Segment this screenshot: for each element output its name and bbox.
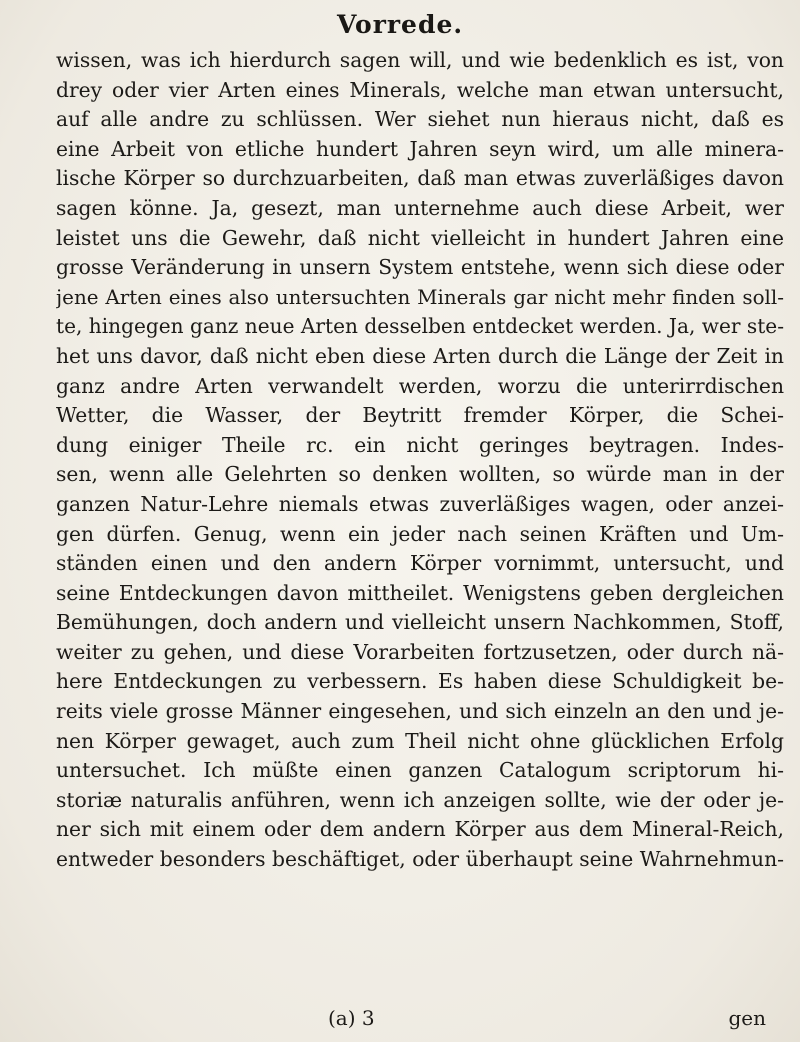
text-line: grosse Veränderung in unsern System entstehe, wenn sich diese oder [56, 255, 784, 280]
text-line: eine Arbeit von etliche hundert Jahren seyn wird, um alle minera- [56, 136, 784, 161]
text-line: ner sich mit einem oder dem andern Körper aus dem Mineral-Reich, [56, 817, 784, 842]
text-line: wissen, was ich hierdurch sagen will, und wie bedenklich es ist, von [56, 48, 784, 72]
text-line: te, hingegen ganz neue Arten desselben entdecket werden. Ja, wer ste- [56, 314, 784, 339]
text-line: reits viele grosse Männer eingesehen, und sich einzeln an den und je- [56, 699, 784, 724]
text-line: sen, wenn alle Gelehrten so denken wollten, so würde man in der [56, 462, 784, 487]
text-line: weiter zu gehen, und diese Vorarbeiten fortzusetzen, oder durch nä- [56, 639, 784, 664]
text-line: entweder besonders beschäftiget, oder überhaupt seine Wahrnehmun- [56, 847, 784, 872]
text-line: here Entdeckungen zu verbessern. Es haben diese Schuldigkeit be- [56, 669, 784, 694]
text-line: seine Entdeckungen davon mittheilet. Wenigstens geben dergleichen [56, 580, 784, 605]
text-line: ständen einen und den andern Körper vornimmt, untersucht, und [56, 551, 784, 576]
text-line: Wetter, die Wasser, der Beytritt fremder Körper, die Schei- [56, 403, 784, 428]
text-line: lische Körper so durchzuarbeiten, daß man etwas zuverläßiges davon [56, 166, 784, 191]
text-line: sagen könne. Ja, gesezt, man unternehme auch diese Arbeit, wer [56, 195, 784, 220]
text-line: gen dürfen. Genug, wenn ein jeder nach seinen Kräften und Um- [56, 521, 784, 546]
body-text [56, 46, 784, 875]
text-line: Bemühungen, doch andern und vielleicht unsern Nachkommen, Stoff, [56, 610, 784, 635]
text-line: auf alle andre zu schlüssen. Wer siehet nun hieraus nicht, daß es [56, 107, 784, 132]
text-line: storiæ naturalis anführen, wenn ich anzeigen sollte, wie der oder je- [56, 787, 784, 812]
text-line: drey oder vier Arten eines Minerals, welche man etwan untersucht, [56, 77, 784, 102]
text-line: untersuchet. Ich müßte einen ganzen Catalogum scriptorum hi- [56, 758, 784, 783]
text-line: leistet uns die Gewehr, daß nicht vielleicht in hundert Jahren eine [56, 225, 784, 250]
signature-mark: (a) 3 [328, 1006, 375, 1030]
text-line: ganzen Natur-Lehre niemals etwas zuverläßiges wagen, oder anzei- [56, 491, 784, 516]
text-line: nen Körper gewaget, auch zum Theil nicht ohne glücklichen Erfolg [56, 728, 784, 753]
text-line: jene Arten eines also untersuchten Minerals gar nicht mehr finden soll- [56, 285, 784, 309]
running-head: Vorrede. [336, 10, 464, 39]
text-line: het uns davor, daß nicht eben diese Arten durch die Länge der Zeit in [56, 343, 784, 368]
text-line: ganz andre Arten verwandelt werden, worzu die unterirrdischen [56, 373, 784, 398]
text-line: dung einiger Theile rc. ein nicht geringes beytragen. Indes- [56, 432, 784, 457]
page-footer [56, 1006, 784, 1036]
catchword: gen [728, 1006, 766, 1030]
